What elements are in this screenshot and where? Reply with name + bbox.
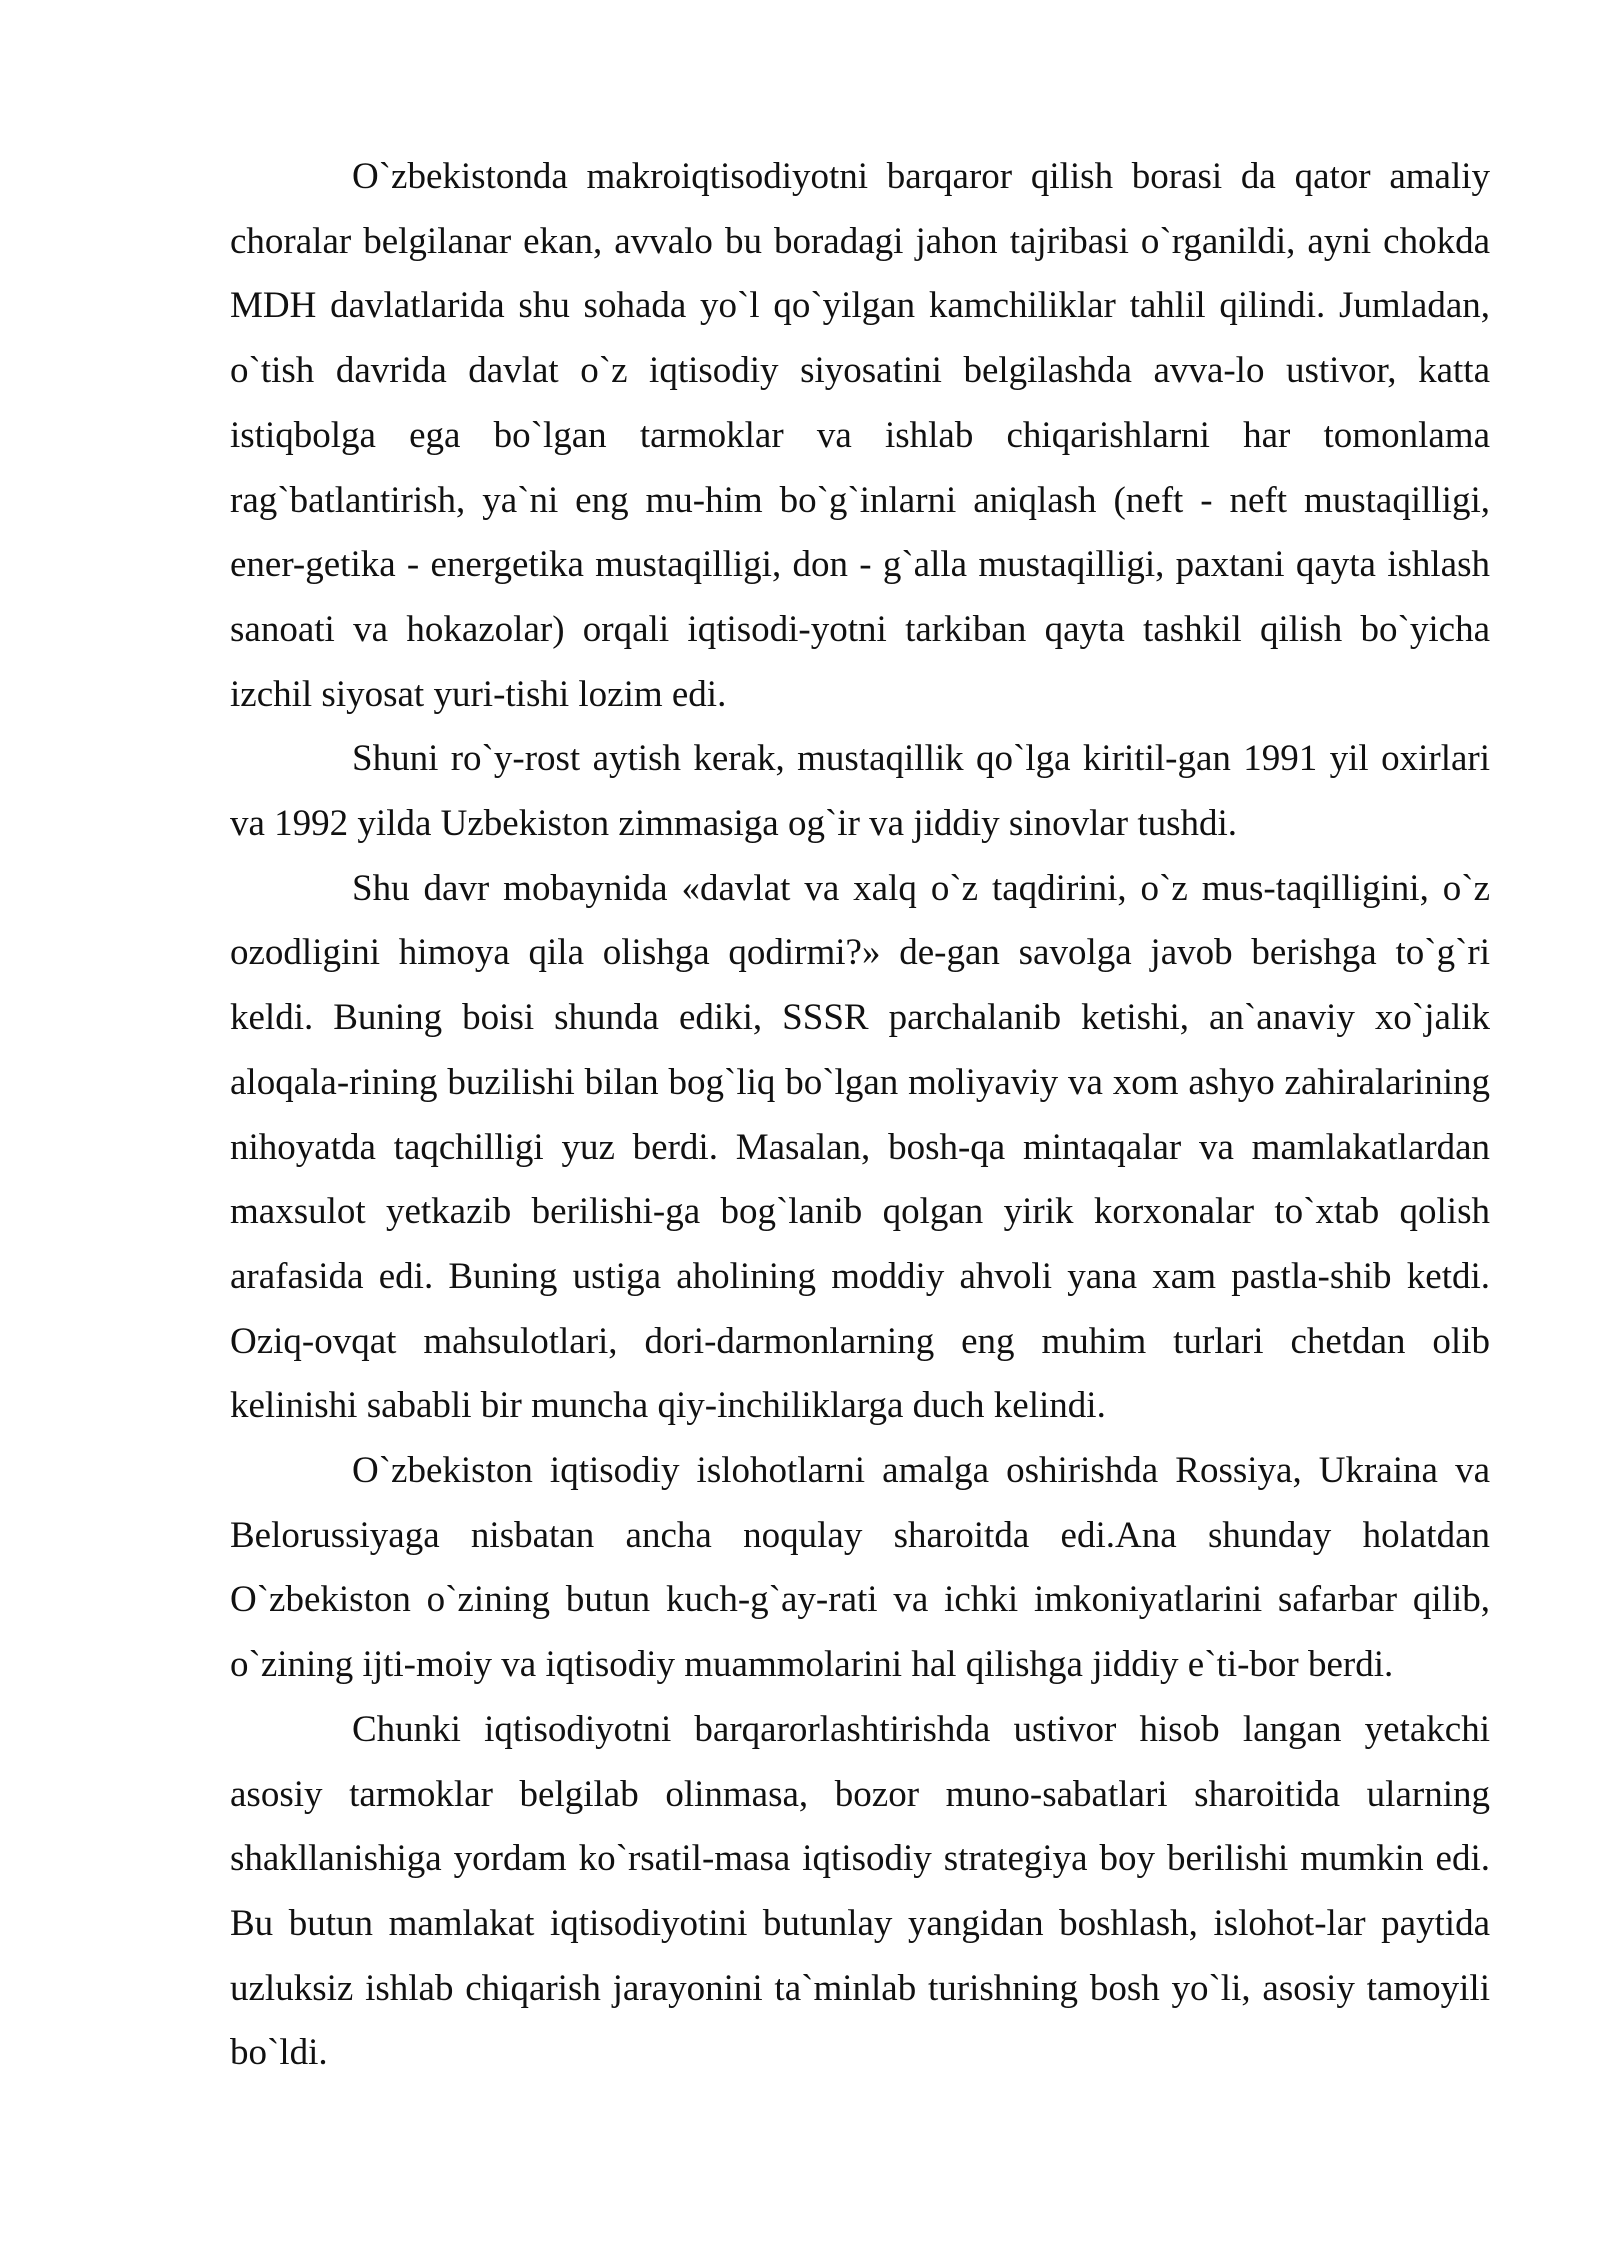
paragraph-1: O`zbekistonda makroiqtisodiyotni barqaror qilish borasi da qator amaliy choralar belgilanar ekan, avvalo bu boradagi jahon tajribasi o`rganildi, ayni chokda MDH davlatlarida shu sohada yo`l qo`yilgan kamchiliklar tahlil qilindi. Jumladan, o`tish davrida davlat o`z iqtisodiy siyosatini belgilashda avva-lo ustivor, katta istiqbolga ega bo`lgan tarmoklar va ishlab chiqarishlarni har tomonlama rag`batlantirish, ya`ni eng mu-him bo`g`inlarni aniqlash (neft - neft mustaqilligi, ener-getika - energetika mustaqilligi, don - g`alla mustaqilligi, paxtani qayta ishlash sanoati va hokazolar) orqali iqtisodi-yotni tarkiban qayta tashkil qilish bo`yicha izchil siyosat yuri-tishi lozim edi. [230, 156, 1490, 715]
paragraph-2: Shuni ro`y-rost aytish kerak, mustaqillik qo`lga kiritil-gan 1991 yil oxirlari va 1992 yilda Uzbekiston zimmasiga og`ir va jiddiy sinovlar tushdi. [230, 738, 1490, 845]
document-body [230, 145, 1490, 2086]
paragraph-5: Chunki iqtisodiyotni barqarorlashtirishda ustivor hisob langan yetakchi asosiy tarmoklar belgilab olinmasa, bozor muno-sabatlari sharoitida ularning shakllanishiga yordam ko`rsatil-masa iqtisodiy strategiya boy berilishi mumkin edi. Bu butun mamlakat iqtisodiyotini butunlay yangidan boshlash, islohot-lar paytida uzluksiz ishlab chiqarish jarayonini ta`minlab turishning bosh yo`li, asosiy tamoyili bo`ldi. [230, 1708, 1490, 2074]
paragraph-3: Shu davr mobaynida «davlat va xalq o`z taqdirini, o`z mus-taqilligini, o`z ozodligini himoya qila olishga qodirmi?» de-gan savolga javob berishga to`g`ri keldi. Buning boisi shunda ediki, SSSR parchalanib ketishi, an`anaviy xo`jalik aloqala-rining buzilishi bilan bog`liq bo`lgan moliyaviy va xom ashyo zahiralarining nihoyatda taqchilligi yuz berdi. Masalan, bosh-qa mintaqalar va mamlakatlardan maxsulot yetkazib berilishi-ga bog`lanib qolgan yirik korxonalar to`xtab qolish arafasida edi. Buning ustiga aholining moddiy ahvoli yana xam pastla-shib ketdi. Oziq-ovqat mahsulotlari, dori-darmonlarning eng muhim turlari chetdan olib kelinishi sababli bir muncha qiy-inchiliklarga duch kelindi. [230, 867, 1490, 1427]
paragraph-4: O`zbekiston iqtisodiy islohotlarni amalga oshirishda Rossiya, Ukraina va Belorussiyaga nisbatan ancha noqulay sharoitda edi.Ana shunday holatdan O`zbekiston o`zining butun kuch-g`ay-rati va ichki imkoniyatlarini safarbar qilib, o`zining ijti-moiy va iqtisodiy muammolarini hal qilishga jiddiy e`ti-bor berdi. [230, 1450, 1490, 1686]
